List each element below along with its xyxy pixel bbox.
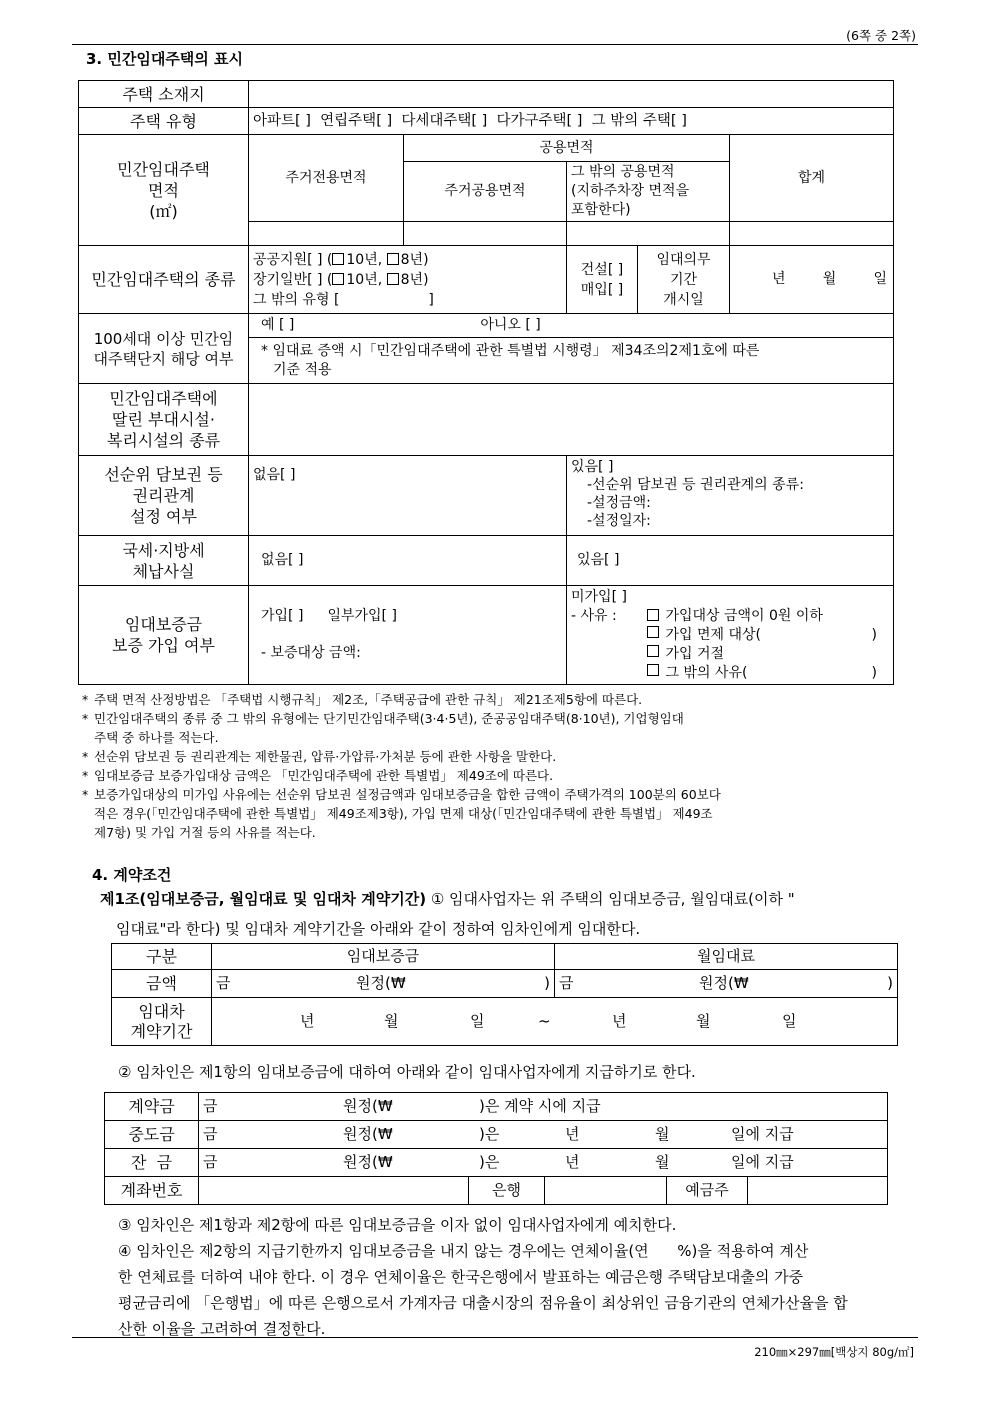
duty-start-label: 임대의무 기간 개시일 (656, 251, 711, 308)
checkbox-icon[interactable] (647, 664, 659, 676)
area-label: 민간임대주택 면적 (㎡) (79, 135, 249, 246)
complex-note: * 임대료 증액 시「민간임대주택에 관한 특별법 시행령」 제34조의2제1호에 따른 기준 적용 (249, 338, 894, 384)
kind-options[interactable]: 공공지원[ ] ( 10년, 8년) 장기일반[ ] ( 10년, 8년) 그 밖의 유형 [ ] (249, 246, 567, 314)
duty-start-date[interactable]: 년 월 일 (730, 246, 894, 314)
bottom-rule (72, 1337, 918, 1338)
location-label: 주택 소재지 (79, 81, 249, 108)
section-3-title: 3. 민간임대주택의 표시 (86, 50, 243, 68)
tax-none-option[interactable]: 없음[ ] (249, 536, 567, 586)
t1-period-label: 임대차 계약기간 (112, 998, 212, 1046)
checkbox-10yr-icon[interactable] (332, 273, 344, 285)
area-residential-common-header: 주거공용면적 (404, 162, 567, 222)
note-item: * 선순위 담보권 등 권리관계는 제한물권, 압류·가압류·가처분 등에 관한 사항을 말한다. (82, 749, 557, 764)
balance-payment-field[interactable]: 금 원정(₩ )은 년 월 일에 지급 (199, 1149, 888, 1177)
checkbox-8yr-icon[interactable] (387, 273, 399, 285)
area-exclusive-header: 주거전용면적 (249, 135, 404, 222)
t2-account-label: 계좌번호 (105, 1177, 199, 1205)
t2-bank-label: 은행 (469, 1177, 545, 1205)
contract-period-field[interactable]: 년 월 일 ~ 년 월 일 (212, 998, 898, 1046)
article-1: 제1조(임대보증금, 월임대료 및 임대차 계약기간) ① 임대사업자는 위 주택의 임대보증금, 월임대료(이하 " 임대료"라 한다) 및 임대차 계약기간을 아래와 같이 정하여 임차인에게 임대한다. (100, 890, 795, 938)
t2-middle-label: 중도금 (105, 1121, 199, 1149)
build-buy-options[interactable]: 건설[ ] 매입[ ] (567, 246, 638, 313)
t2-holder-label: 예금주 (667, 1177, 748, 1205)
area-total-header: 합계 (730, 135, 894, 222)
lien-label: 선순위 담보권 등 권리관계 설정 여부 (79, 456, 249, 536)
rent-amount-field[interactable]: 금 원정(₩ ) (555, 970, 898, 998)
note-item: * 임대보증금 보증가입대상 금액은 「민간임대주택에 관한 특별법」 제49조에 따른다. (82, 768, 554, 783)
area-other-common-value[interactable] (567, 222, 730, 246)
insurance-not-joined[interactable]: 미가입[ ] - 사유 : 가입대상 금액이 0원 이하 가입 면제 대상( ) 가입 거절 그 밖의 사유( ) (567, 586, 894, 685)
area-total-value[interactable] (730, 222, 894, 246)
top-rule (72, 44, 918, 45)
area-common-header: 공용면적 (404, 135, 730, 162)
t1-deposit-header: 임대보증금 (212, 944, 555, 970)
note-item: 주택 중 하나를 적는다. (94, 730, 219, 745)
build-buy-duty-group (567, 246, 730, 314)
page-number: (6쪽 중 2쪽) (846, 28, 916, 43)
facility-field[interactable] (249, 384, 894, 456)
tax-label: 국세·지방세 체납사실 (79, 536, 249, 586)
checkbox-icon[interactable] (647, 626, 659, 638)
t1-gubun: 구분 (112, 944, 212, 970)
insurance-join-options[interactable]: 가입[ ] 일부가입[ ] - 보증대상 금액: (249, 586, 567, 685)
deposit-rent-table (111, 943, 898, 1046)
deposit-amount-field[interactable]: 금 원정(₩ ) (212, 970, 555, 998)
note-item: 제7항) 및 가입 거절 등의 사유를 적는다. (94, 825, 316, 840)
complex-label: 100세대 이상 민간임 대주택단지 해당 여부 (79, 314, 249, 384)
contract-payment-field[interactable]: 금 원정(₩ )은 계약 시에 지급 (199, 1093, 888, 1121)
complex-options[interactable]: 예 [ ] 아니오 [ ] (249, 314, 894, 338)
checkbox-10yr-icon[interactable] (332, 253, 344, 265)
note-item: 적은 경우(「민간임대주택에 관한 특별법」 제49조제3항), 가입 면제 대상(「민간임대주택에 관한 특별법」 제49조 (94, 806, 713, 821)
checkbox-icon[interactable] (647, 645, 659, 657)
t2-contract-label: 계약금 (105, 1093, 199, 1121)
kind-label: 민간임대주택의 종류 (79, 246, 249, 314)
t1-rent-header: 월임대료 (555, 944, 898, 970)
account-number-field[interactable] (199, 1177, 469, 1205)
payment-table (104, 1092, 888, 1205)
lien-yes-option[interactable]: 있음[ ] -선순위 담보권 등 권리관계의 종류: -설정금액: -설정일자: (567, 456, 894, 536)
insurance-label: 임대보증금 보증 가입 여부 (79, 586, 249, 685)
t1-amount-label: 금액 (112, 970, 212, 998)
middle-payment-field[interactable]: 금 원정(₩ )은 년 월 일에 지급 (199, 1121, 888, 1149)
note-item: * 보증가입대상의 미가입 사유에는 선순위 담보권 설정금액과 임대보증금을 합한 금액이 주택가격의 100분의 60보다 (82, 787, 721, 802)
paper-spec-footer: 210㎜×297㎜[백상지 80g/㎡] (754, 1345, 914, 1359)
rental-housing-table (78, 80, 894, 685)
housing-type-label: 주택 유형 (79, 108, 249, 135)
area-residential-common-value[interactable] (404, 222, 567, 246)
facility-label: 민간임대주택에 딸린 부대시설· 복리시설의 종류 (79, 384, 249, 456)
section-4-title: 4. 계약조건 (92, 866, 172, 884)
note-item: * 주택 면적 산정방법은 「주택법 시행규칙」 제2조,「주택공급에 관한 규칙」 제21조제5항에 따른다. (82, 692, 643, 707)
checkbox-icon[interactable] (647, 609, 659, 621)
t2-balance-label: 잔 금 (105, 1149, 199, 1177)
notes-block (82, 690, 902, 842)
area-exclusive-value[interactable] (249, 222, 404, 246)
paragraph-3-4: ③ 임차인은 제1항과 제2항에 따른 임대보증금을 이자 없이 임대사업자에게 예치한다. ④ 임차인은 제2항의 지급기한까지 임대보증금을 내지 않는 경우에는 연체이율(연 %)을 적용하여 계산 한 연체료를 더하여 내야 한다. 이 경우 연체이율은 한국은행에서 발표하는 예금은행 주택담보대출의 가중 평균금리에 「은행법」에 따른 은행으로서 가계자금 대출시장의 점유율이 최상위인 금융기관의 연체가산율을 합 산한 이율을 고려하여 결정한다. (118, 1216, 848, 1338)
account-holder-field[interactable] (748, 1177, 888, 1205)
lien-none-option[interactable]: 없음[ ] (249, 456, 567, 536)
checkbox-8yr-icon[interactable] (387, 253, 399, 265)
note-item: * 민간임대주택의 종류 중 그 밖의 유형에는 단기민간임대주택(3·4·5년), 준공공임대주택(8·10년), 기업형임대 (82, 711, 684, 726)
housing-type-options[interactable]: 아파트[ ] 연립주택[ ] 다세대주택[ ] 다가구주택[ ] 그 밖의 주택[ ] (249, 108, 894, 135)
tax-yes-option[interactable]: 있음[ ] (567, 536, 894, 586)
bank-name-field[interactable] (545, 1177, 667, 1205)
paragraph-2: ② 임차인은 제1항의 임대보증금에 대하여 아래와 같이 임대사업자에게 지급하기로 한다. (118, 1063, 696, 1081)
location-field[interactable] (249, 81, 894, 108)
area-other-common-header: 그 밖의 공용면적 (지하주차장 면적을 포함한다) (567, 162, 730, 222)
